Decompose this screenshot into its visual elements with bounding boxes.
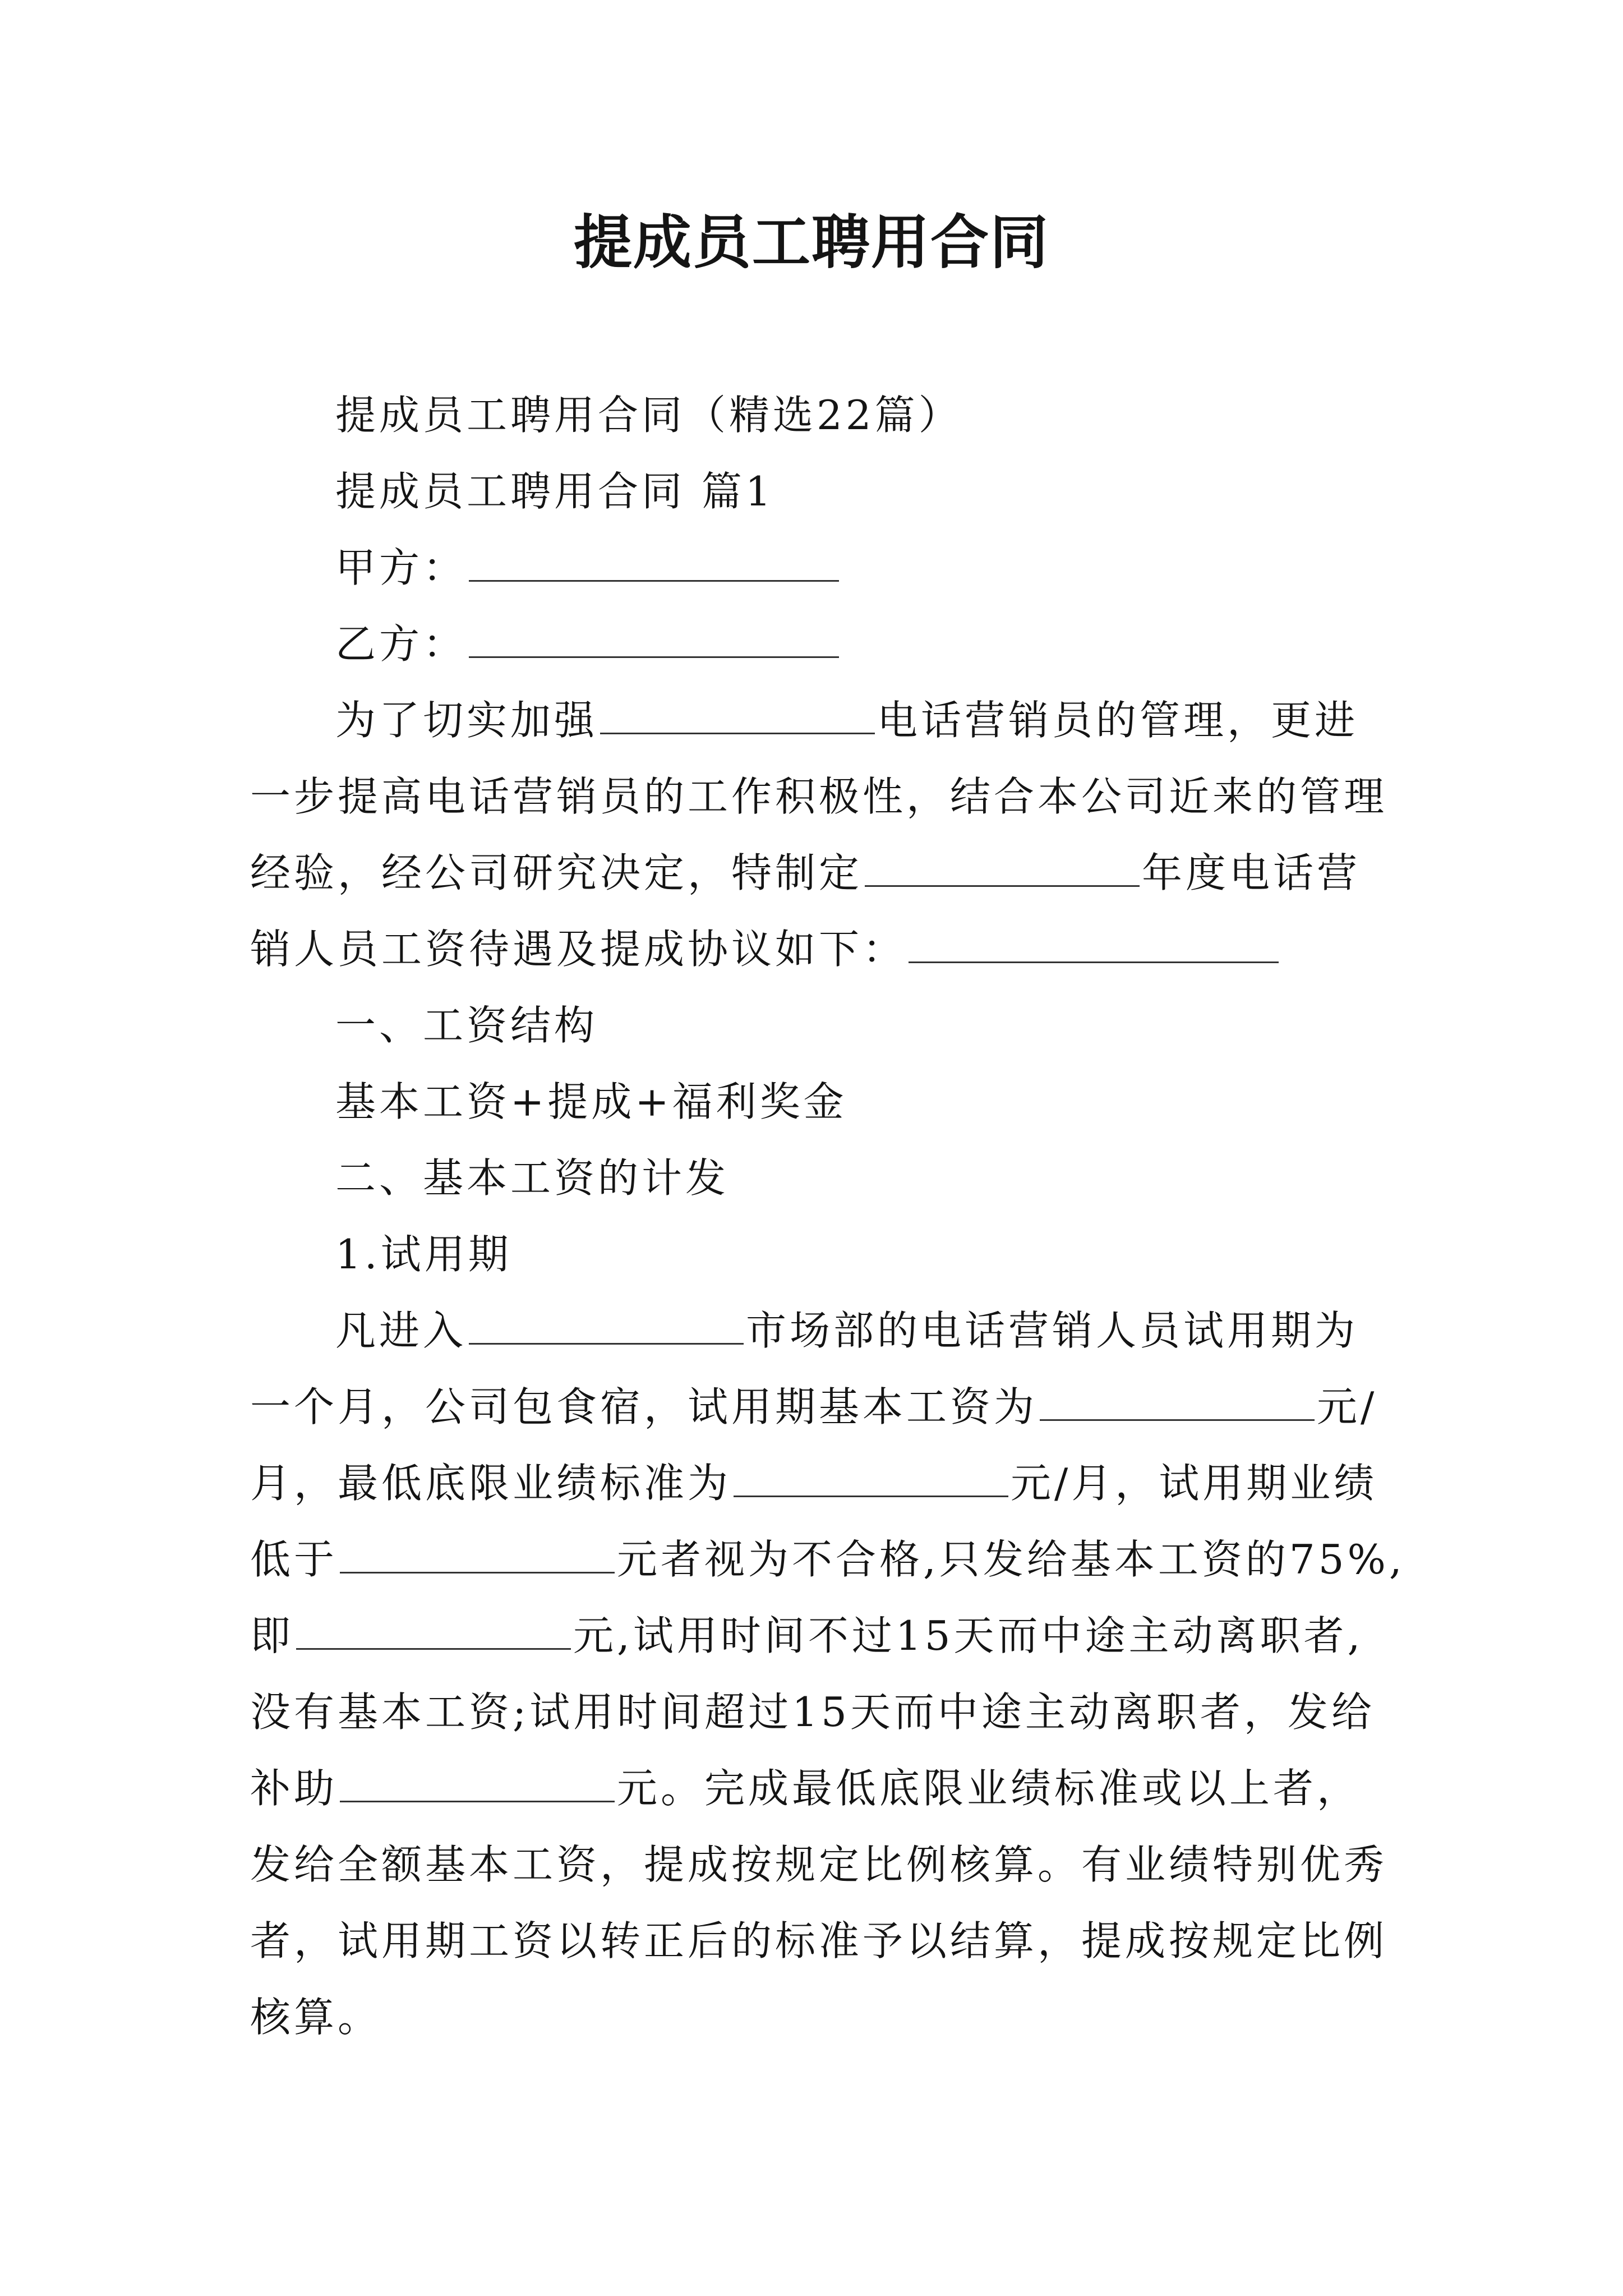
text-run: 1.试用期 bbox=[335, 1231, 512, 1278]
paragraph-line bbox=[250, 1521, 1405, 1598]
paragraph-line bbox=[250, 682, 1391, 758]
text-run: 市场部的电话营销人员试用期为 bbox=[746, 1307, 1359, 1354]
text-run: 一个月，公司包食宿，试用期基本工资为 bbox=[250, 1383, 1038, 1430]
paragraph-line bbox=[250, 835, 1391, 911]
paragraph-heading bbox=[250, 377, 1391, 453]
text-run: 一、工资结构 bbox=[335, 1002, 598, 1049]
paragraph-line bbox=[250, 1826, 1391, 1903]
paragraph-line bbox=[250, 1445, 1391, 1521]
text-run: 元/月，试用期业绩 bbox=[1011, 1460, 1378, 1507]
section-heading bbox=[250, 453, 1391, 530]
paragraph-line bbox=[250, 1064, 1391, 1140]
fill-blank bbox=[1040, 1380, 1315, 1421]
text-run: 核算。 bbox=[250, 1994, 382, 2041]
text-run: 补助 bbox=[250, 1765, 338, 1812]
party-a-line bbox=[250, 530, 1391, 606]
subsection-heading bbox=[250, 1216, 1391, 1292]
section-heading bbox=[250, 987, 1391, 1064]
text-run: 年度电话营 bbox=[1142, 849, 1361, 896]
fill-blank bbox=[296, 1609, 571, 1650]
paragraph-line bbox=[250, 911, 1391, 987]
fill-blank bbox=[909, 922, 1279, 963]
fill-blank bbox=[340, 1533, 615, 1573]
text-run: 一步提高电话营销员的工作积极性，结合本公司近来的管理 bbox=[250, 773, 1388, 820]
paragraph-line bbox=[250, 1750, 1391, 1826]
fill-blank bbox=[865, 846, 1140, 887]
fill-blank bbox=[469, 541, 839, 582]
text-run: 没有基本工资;试用时间超过15天而中途主动离职者，发给 bbox=[250, 1688, 1375, 1736]
text-run: 基本工资+提成+福利奖金 bbox=[335, 1078, 847, 1125]
document-title: 提成员工聘用合同 bbox=[573, 208, 1049, 277]
party-b-label: 乙方： bbox=[335, 620, 467, 668]
text-run: 元者视为不合格,只发给基本工资的75%, bbox=[617, 1536, 1405, 1583]
paragraph-line bbox=[250, 758, 1391, 835]
section-heading bbox=[250, 1140, 1391, 1216]
text-run: 发给全额基本工资，提成按规定比例核算。有业绩特别优秀 bbox=[250, 1841, 1388, 1888]
fill-blank bbox=[340, 1761, 615, 1802]
text-run: 者，试用期工资以转正后的标准予以结算，提成按规定比例 bbox=[250, 1917, 1388, 1964]
party-b-line bbox=[250, 606, 1391, 682]
text-run: 元。完成最低底限业绩标准或以上者， bbox=[617, 1765, 1361, 1812]
fill-blank bbox=[469, 617, 839, 658]
fill-blank bbox=[734, 1456, 1008, 1497]
text-run: 凡进入 bbox=[335, 1307, 467, 1354]
paragraph-line bbox=[250, 1292, 1391, 1369]
text-run: 电话营销员的管理，更进 bbox=[877, 697, 1359, 744]
fill-blank bbox=[469, 1304, 744, 1345]
text-run: 经验，经公司研究决定，特制定 bbox=[250, 849, 863, 896]
paragraph-line bbox=[250, 1369, 1391, 1445]
text-run: 提成员工聘用合同（精选22篇） bbox=[335, 392, 962, 439]
text-run: 提成员工聘用合同 篇1 bbox=[335, 468, 774, 515]
text-run: 月，最低底限业绩标准为 bbox=[250, 1460, 732, 1507]
paragraph-line bbox=[250, 1674, 1391, 1750]
paragraph-line bbox=[250, 1598, 1391, 1674]
text-run: 元,试用时间不过15天而中途主动离职者, bbox=[573, 1612, 1364, 1659]
paragraph-line bbox=[250, 1903, 1391, 1979]
party-a-label: 甲方： bbox=[335, 544, 467, 591]
fill-blank bbox=[600, 693, 875, 734]
text-run: 销人员工资待遇及提成协议如下： bbox=[250, 926, 907, 973]
text-run: 即 bbox=[250, 1612, 294, 1659]
paragraph-line bbox=[250, 1979, 1391, 2055]
text-run: 为了切实加强 bbox=[335, 697, 598, 744]
text-run: 二、基本工资的计发 bbox=[335, 1154, 730, 1202]
text-run: 元/ bbox=[1317, 1383, 1378, 1430]
text-run: 低于 bbox=[250, 1536, 338, 1583]
document-body bbox=[250, 377, 1405, 2055]
